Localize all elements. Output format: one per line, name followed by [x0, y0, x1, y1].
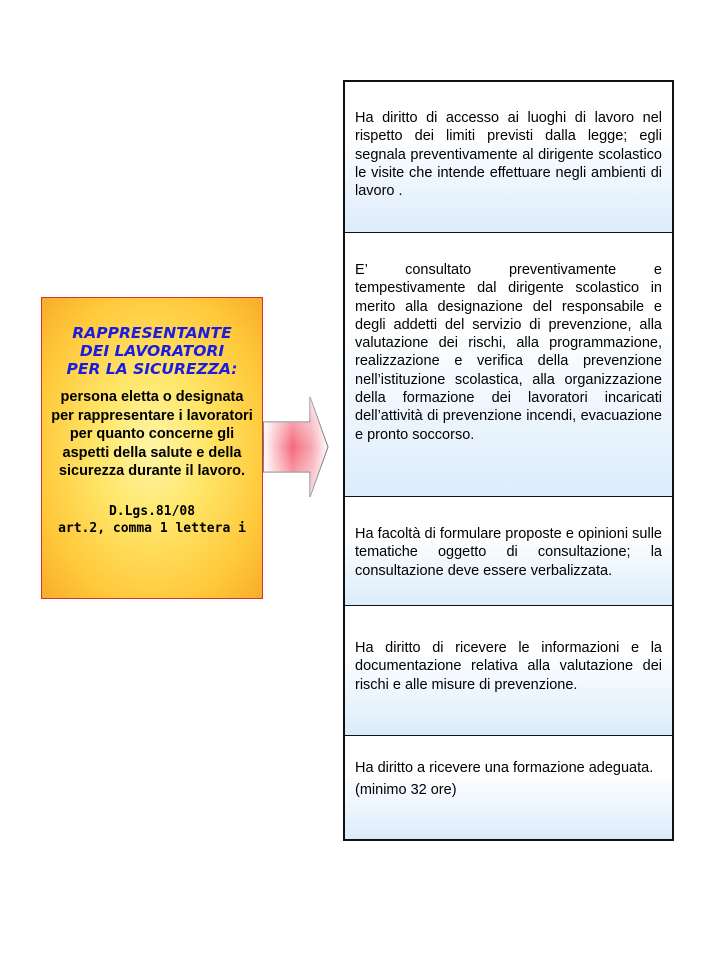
- rls-ref-article: art.2, comma 1 lettera i: [58, 520, 246, 536]
- rls-title-line-1: RAPPRESENTANTE: [72, 324, 232, 342]
- right-cell-4: [345, 606, 672, 736]
- right-cell-3: [345, 497, 672, 606]
- right-cell-1: [345, 82, 672, 233]
- right-cell-5: [345, 736, 672, 839]
- rls-title: [50, 324, 254, 378]
- rls-definition-box: [41, 297, 263, 599]
- rls-rights-table: [343, 80, 674, 841]
- rls-ref-decree: D.Lgs.81/08: [108, 503, 196, 519]
- right-text-3: Ha facoltà di formulare proposte e opinioni sulle tematiche oggetto di consultazione; la consultazione deve essere verbalizzata.: [355, 526, 662, 579]
- right-text-4: Ha diritto di ricevere le informazioni e la documentazione relativa alla valutazione dei rischi e alle misure di prevenzione.: [355, 640, 662, 693]
- rls-description: persona eletta o designata per rappresentare i lavoratori per quanto concerne gli aspetti della salute e della sicurezza durante il lavoro.: [51, 389, 253, 479]
- right-arrow-icon: [263, 396, 329, 498]
- right-text-2: E’ consultato preventivamente e tempestivamente dal dirigente scolastico in merito alla designazione del responsabile e degli addetti del servizio di prevenzione, alla valutazione dei rischi, alla programmazione, realizzazione e verifica della prevenzione nell’istituzione scolastica, alla organizzazione della formazione dei lavoratori incaricati dell’attività di prevenzione incendi, evacuazione e pronto soccorso.: [355, 262, 662, 443]
- rls-legal-reference: [50, 503, 254, 537]
- right-cell-2: [345, 233, 672, 497]
- rls-title-line-2: DEI LAVORATORI: [79, 342, 225, 360]
- right-text-1: Ha diritto di accesso ai luoghi di lavoro nel rispetto dei limiti previsti dalla legge; egli segnala preventivamente al dirigente scolastico le visite che intende effettuare negli ambienti di lavoro .: [355, 110, 662, 200]
- rls-title-line-3: PER LA SICUREZZA:: [66, 360, 238, 378]
- right-note-5: (minimo 32 ore): [355, 782, 457, 799]
- right-text-5: Ha diritto a ricevere una formazione adeguata.: [355, 760, 654, 776]
